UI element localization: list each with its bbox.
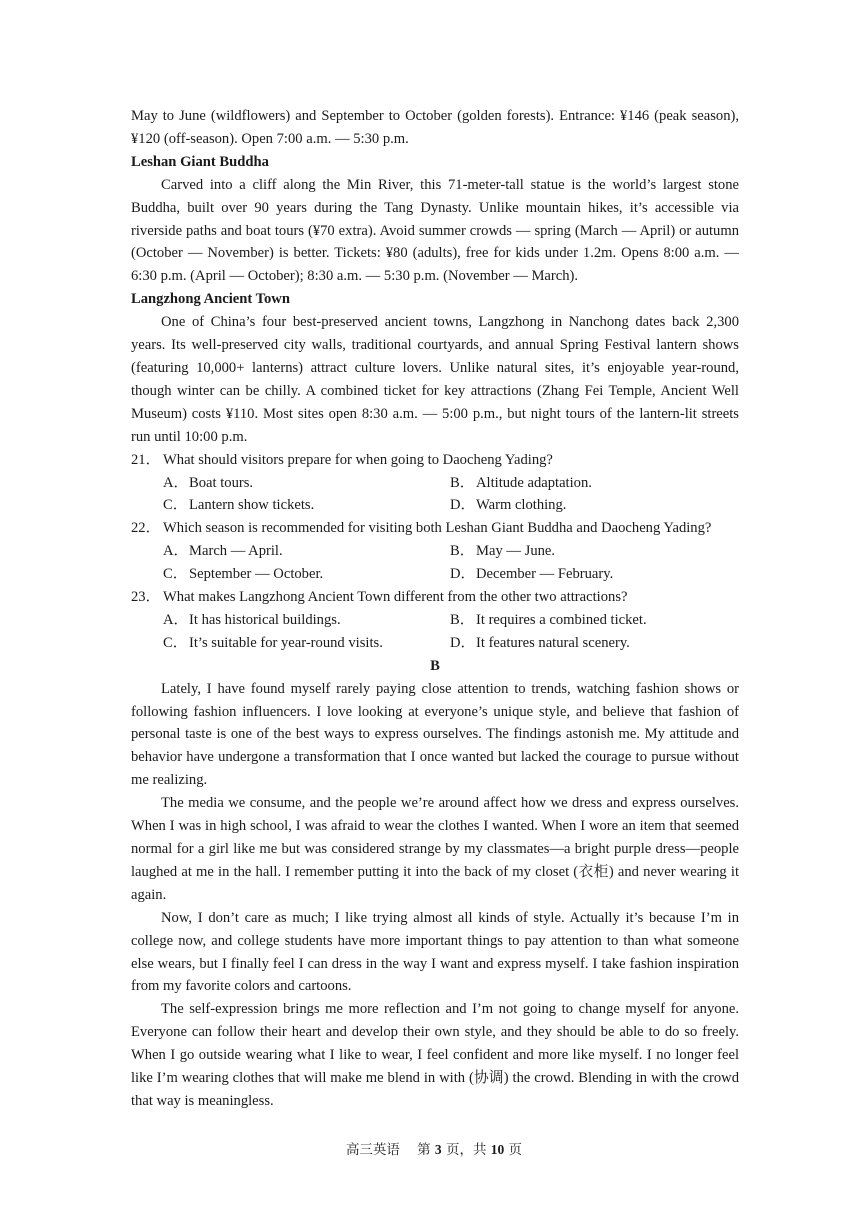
option-letter: D． <box>450 634 476 651</box>
passage-b-paragraph: The self-expression brings me more reflection and I’m not going to change myself for anyone. Everyone can follow their heart and develop their own style, and they should be able to do so freely. When I go outside wearing what I like to wear, I feel confident and more like myself. I no longer feel like I’m wearing clothes that will make me blend in with (协调) the crowd. Blending in with the crowd that way is meaningless. <box>131 1001 739 1109</box>
option-letter: D． <box>450 566 476 583</box>
question-stem: What makes Langzhong Ancient Town different from the other two attractions? <box>163 589 628 606</box>
option-c <box>163 632 450 655</box>
passage-b-paragraph: Lately, I have found myself rarely paying close attention to trends, watching fashion shows or following fashion influencers. I love looking at everyone’s unique style, and believe that fashion of personal taste is one of the best ways to express ourselves. The findings astonish me. My attitude and behavior have undergone a transformation that I once wanted but lacked the courage to pursue without me realizing. <box>131 680 739 789</box>
footer-page-number: 3 <box>434 1142 442 1157</box>
question-stem: Which season is recommended for visiting both Leshan Giant Buddha and Daocheng Yading? <box>163 520 712 537</box>
option-letter: C． <box>163 497 188 514</box>
option-letter: B． <box>450 543 475 560</box>
question-number: 22． <box>131 520 161 537</box>
footer-page-suffix: 页 <box>508 1142 523 1158</box>
option-letter: A． <box>163 543 189 560</box>
option-b <box>450 609 739 632</box>
section-b-label: B <box>430 657 440 674</box>
paragraph-leshan: Carved into a cliff along the Min River, this 71-meter-tall statue is the world’s largest stone Buddha, built over 90 years during the Tang Dynasty. Unlike mountain hikes, it’s accessible via riverside paths and boat tours (¥70 extra). Avoid summer crowds — spring (March — April) or autumn (October — November) is better. Tickets: ¥80 (adults), free for kids under 1.2m. Opens 8:00 a.m. — 6:30 p.m. (April — October); 8:30 a.m. — 5:30 p.m. (November — March). <box>131 176 739 285</box>
option-text: Altitude adaptation. <box>476 474 592 491</box>
option-d <box>450 563 739 586</box>
question-21 <box>131 449 739 518</box>
option-text: Boat tours. <box>189 474 254 491</box>
option-letter: D． <box>450 497 476 514</box>
heading-leshan: Leshan Giant Buddha <box>131 153 269 170</box>
question-22 <box>131 517 739 586</box>
passage-b-paragraph: The media we consume, and the people we’re around affect how we dress and express ourselves. When I was in high school, I was afraid to wear the clothes I wanted. When I wore an item that seemed normal for a girl like me but was considered strange by my classmates—a bright purple dress—people laughed at me in the hall. I remember putting it into the back of my closet (衣柜) and never wearing it again. <box>131 795 739 903</box>
footer-page-prefix: 第 <box>417 1142 431 1158</box>
option-text: It requires a combined ticket. <box>476 611 647 628</box>
option-text: March — April. <box>189 543 283 560</box>
option-text: May — June. <box>476 543 556 560</box>
option-letter: B． <box>450 611 475 628</box>
option-text: It has historical buildings. <box>189 611 341 628</box>
option-text: It’s suitable for year-round visits. <box>189 634 383 651</box>
paragraph-langzhong: One of China’s four best-preserved ancient towns, Langzhong in Nanchong dates back 2,300 years. Its well-preserved city walls, traditional courtyards, and annual Spring Festival lantern shows (featuring 10,000+ lanterns) attract culture lovers. Unlike natural sites, it’s enjoyable year-round, though winter can be chilly. A combined ticket for key attractions (Zhang Fei Temple, Ancient Well Museum) costs ¥110. Most sites open 8:30 a.m. — 5:00 p.m., but night tours of the lantern-lit streets run until 10:00 p.m. <box>131 314 739 445</box>
footer-page-mid: 页，共 <box>445 1142 487 1158</box>
heading-langzhong: Langzhong Ancient Town <box>131 291 290 308</box>
question-23 <box>131 586 739 655</box>
option-b <box>450 540 739 563</box>
footer-subject: 高三英语 <box>345 1142 400 1158</box>
option-d <box>450 632 739 655</box>
passage-b-paragraph: Now, I don’t care as much; I like trying almost all kinds of style. Actually it’s because I’m in college now, and college students have more important things to pay attention to than what someone else wears, but I finally feel I can dress in the way I want and express myself. I take fashion inspiration from my favorite colors and cartoons. <box>131 909 739 995</box>
footer-total-pages: 10 <box>490 1142 505 1157</box>
intro-continuation: May to June (wildflowers) and September to October (golden forests). Entrance: ¥146 (peak season), ¥120 (off-season). Open 7:00 a.m. — 5:30 p.m. <box>131 108 739 147</box>
option-letter: A． <box>163 611 189 628</box>
option-text: December — February. <box>476 566 614 583</box>
question-number: 23． <box>131 589 161 606</box>
option-letter: C． <box>163 634 188 651</box>
option-d <box>450 494 739 517</box>
option-text: It features natural scenery. <box>476 634 630 651</box>
question-stem: What should visitors prepare for when going to Daocheng Yading? <box>163 451 553 468</box>
page-footer <box>0 1138 868 1158</box>
option-letter: C． <box>163 566 188 583</box>
option-c <box>163 563 450 586</box>
option-text: Warm clothing. <box>476 497 567 514</box>
option-letter: A． <box>163 474 189 491</box>
option-a <box>163 540 450 563</box>
option-text: Lantern show tickets. <box>189 497 315 514</box>
option-text: September — October. <box>189 566 324 583</box>
page-content <box>131 105 739 1113</box>
option-a <box>163 609 450 632</box>
option-letter: B． <box>450 474 475 491</box>
question-number: 21． <box>131 451 161 468</box>
option-a <box>163 472 450 495</box>
option-c <box>163 494 450 517</box>
option-b <box>450 472 739 495</box>
